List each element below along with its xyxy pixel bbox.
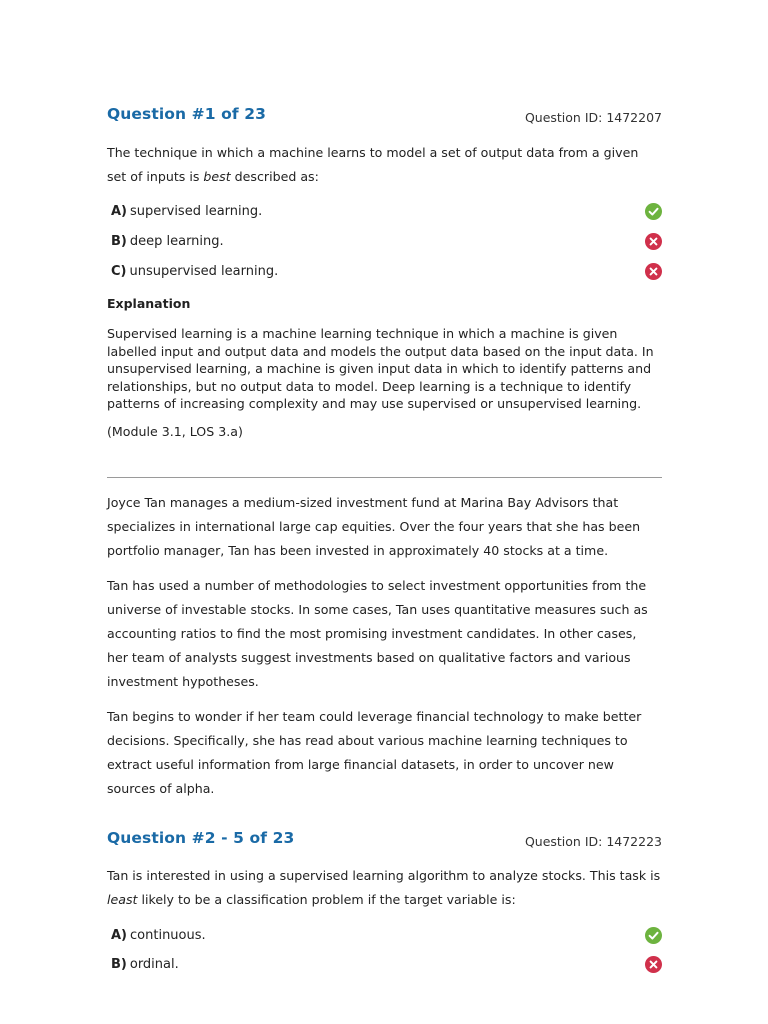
option-text: ordinal. [129, 957, 179, 972]
question-1-title: Question #1 of 23 [107, 105, 266, 123]
explanation-label: Explanation [107, 296, 191, 311]
option-letter: B) [111, 234, 127, 249]
check-circle-icon [645, 927, 662, 944]
option-letter: B) [111, 957, 127, 972]
check-circle-icon [645, 203, 662, 220]
option-text: deep learning. [129, 234, 224, 249]
question-2-title: Question #2 - 5 of 23 [107, 829, 295, 847]
question-2-stem-part-a: Tan is interested in using a supervised learning algorithm to analyze stocks. This task is [107, 868, 661, 883]
question-2-header [107, 829, 662, 853]
question-2-stem [107, 864, 667, 912]
x-circle-icon [645, 263, 662, 280]
question-2-id: Question ID: 1472223 [524, 834, 662, 849]
question-1-stem-part-a: The technique in which a machine learns to model a set of output data from a given set of inputs is [107, 145, 639, 184]
question-1-header [107, 105, 662, 129]
vignette-paragraph-3: Tan begins to wonder if her team could leverage financial technology to make better decisions. Specifically, she has read about various machine learning techniques to extract useful information from large financial datasets, in order to uncover new sources of alpha. [107, 709, 642, 796]
question-1-option-c[interactable] [111, 264, 662, 284]
x-circle-icon [645, 956, 662, 973]
option-text: unsupervised learning. [129, 264, 279, 279]
explanation-text: Supervised learning is a machine learning technique in which a machine is given labelled input and output data and models the output data based on the input data. In unsupervised learning, a machine is given input data in which to identify patterns and relationships, but no output data to model. Deep learning is a technique to identify patterns of increasing complexity and may use supervised or unsupervised learning. [107, 326, 654, 411]
option-letter: C) [111, 264, 127, 279]
question-1-option-a[interactable] [111, 204, 662, 224]
question-1-stem-emphasis: best [203, 169, 231, 184]
question-1-option-b[interactable] [111, 234, 662, 254]
section-divider [107, 477, 662, 478]
question-1-stem-part-b: described as: [230, 169, 319, 184]
question-2-option-a[interactable] [111, 928, 662, 948]
option-text: continuous. [130, 928, 206, 943]
option-letter: A) [111, 928, 128, 943]
option-letter: A) [111, 204, 128, 219]
option-text: supervised learning. [130, 204, 263, 219]
vignette-paragraph-1: Joyce Tan manages a medium-sized investment fund at Marina Bay Advisors that specializes in international large cap equities. Over the four years that she has been portfolio manager, Tan has been invested in approximately 40 stocks at a time. [107, 495, 641, 558]
explanation-reference: (Module 3.1, LOS 3.a) [107, 424, 243, 439]
question-2-option-b[interactable] [111, 957, 662, 977]
x-circle-icon [645, 233, 662, 250]
question-1-stem [107, 141, 652, 189]
question-1-id: Question ID: 1472207 [524, 110, 662, 125]
vignette-paragraph-2: Tan has used a number of methodologies to select investment opportunities from the universe of investable stocks. In some cases, Tan uses quantitative measures such as accounting ratios to find the most promising investment candidates. In other cases, her team of analysts suggest investments based on qualitative factors and various investment hypotheses. [107, 578, 648, 689]
question-2-stem-part-b: likely to be a classification problem if the target variable is: [137, 892, 516, 907]
question-2-stem-emphasis: least [107, 892, 138, 907]
